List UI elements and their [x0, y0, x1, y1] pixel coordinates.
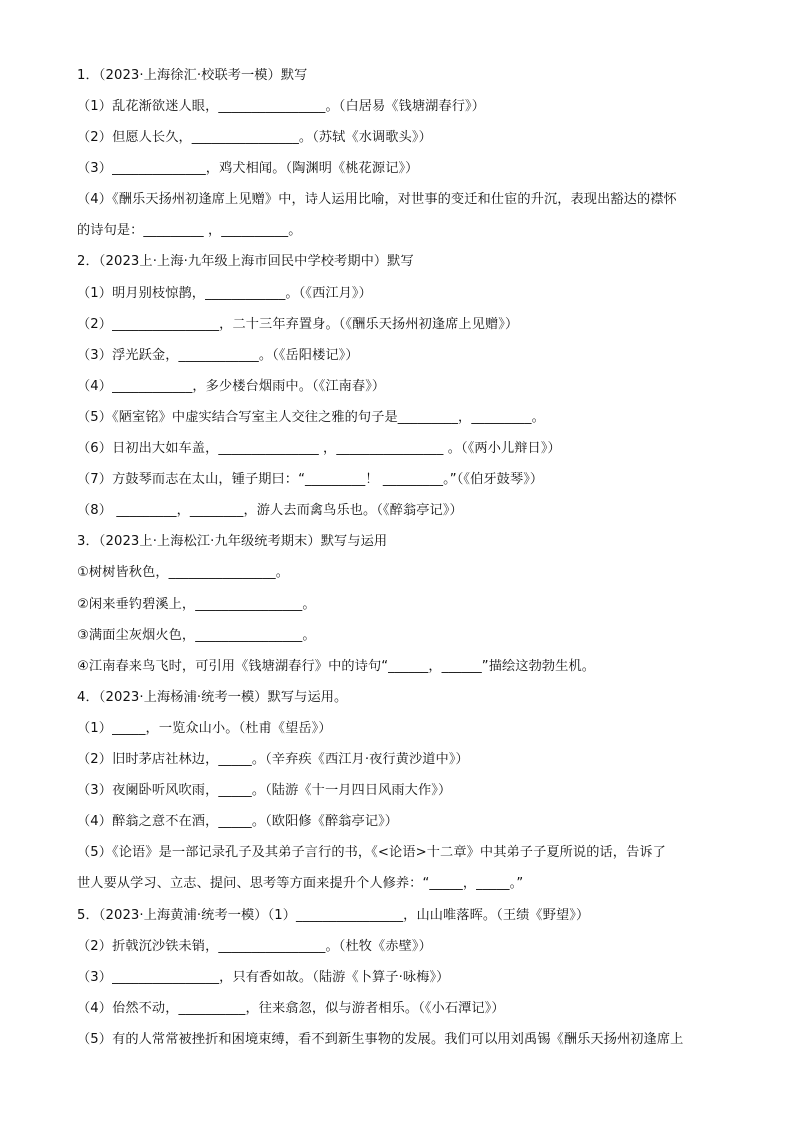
question-4-item-1: （1）_____，一览众山小。（杜甫《望岳》） [77, 721, 332, 736]
question-3-item-1: ①树树皆秋色，________________。 [77, 565, 290, 580]
question-1-item-4: （4）《酬乐天扬州初逢席上见赠》中，诗人运用比喻，对世事的变迁和仕宦的升沉，表现出豁达的襟怀 [77, 192, 677, 207]
question-4-item-2: （2）旧时茅店社林边，_____。（辛弃疾《西江月·夜行黄沙道中》） [77, 752, 469, 767]
question-5-item-3: （3）________________，只有香如故。（陆游《卜算子·咏梅》） [77, 970, 450, 985]
question-2-item-2: （2）________________，二十三年弃置身。（《酬乐天扬州初逢席上见赠》） [77, 317, 519, 332]
question-2-item-8: （8） _________，________，游人去而禽鸟乐也。（《醉翁亭记》） [77, 503, 463, 518]
question-3-item-2: ②闲来垂钓碧溪上，________________。 [77, 597, 316, 612]
question-5-item-2: （2）折戟沉沙铁未销，________________。（杜牧《赤壁》） [77, 939, 432, 954]
question-5-item-5: （5）有的人常常被挫折和困境束缚，看不到新生事物的发展。我们可以用刘禹锡《酬乐天扬州初逢席上 [77, 1032, 684, 1047]
question-2-item-1: （1）明月别枝惊鹊，____________。（《西江月》） [77, 286, 372, 301]
question-4-item-4: （4）醉翁之意不在酒，_____。（欧阳修《醉翁亭记》） [77, 814, 399, 829]
question-2-item-3: （3）浮光跃金，____________。（《岳阳楼记》） [77, 348, 359, 363]
question-2-heading: 2．（2023上·上海·九年级上海市回民中学校考期中）默写 [77, 254, 414, 269]
question-5-heading: 5．（2023·上海黄浦·统考一模）（1）________________，山山唯落晖。（王绩《野望》） [77, 908, 590, 923]
question-4-item-3: （3）夜阑卧听风吹雨，_____。（陆游《十一月四日风雨大作》） [77, 783, 452, 798]
question-3-heading: 3．（2023上·上海松江·九年级统考期末）默写与运用 [77, 534, 388, 549]
question-2-item-5: （5）《陋室铭》中虚实结合写室主人交往之雅的句子是_________，_________。 [77, 410, 545, 425]
question-1-item-4-cont: 的诗句是：_________ ，__________。 [77, 223, 302, 238]
question-4-item-5-cont: 世人要从学习、立志、提问、思考等方面来提升个人修养：“_____，_____。” [77, 876, 524, 891]
question-4-item-5: （5）《论语》是一部记录孔子及其弟子言行的书，《<论语>十二章》中其弟子子夏所说的话，告诉了 [77, 845, 666, 860]
question-1-item-3: （3）______________，鸡犬相闻。（陶渊明《桃花源记》） [77, 161, 419, 176]
question-1-item-2: （2）但愿人长久，________________。（苏轼《水调歌头》） [77, 130, 432, 145]
question-2-item-4: （4）____________，多少楼台烟雨中。（《江南春》） [77, 379, 386, 394]
question-1-heading: 1．（2023·上海徐汇·校联考一模）默写 [77, 68, 308, 83]
question-2-item-7: （7）方鼓琴而志在太山，锺子期曰：“_________！ _________。”（《伯牙鼓琴》） [77, 472, 544, 487]
question-5-item-4: （4）佁然不动，__________，往来翕忽，似与游者相乐。（《小石潭记》） [77, 1001, 505, 1016]
question-2-item-6: （6）日初出大如车盖，_______________ ，________________ 。（《两小儿辩日》） [77, 441, 561, 456]
question-4-heading: 4．（2023·上海杨浦·统考一模）默写与运用。 [77, 690, 348, 705]
question-3-item-4: ④江南春来鸟飞时，可引用《钱塘湖春行》中的诗句“______，______”描绘这勃勃生机。 [77, 659, 596, 674]
question-1-item-1: （1）乱花渐欲迷人眼，________________。（白居易《钱塘湖春行》） [77, 99, 486, 114]
question-3-item-3: ③满面尘灰烟火色，________________。 [77, 628, 316, 643]
